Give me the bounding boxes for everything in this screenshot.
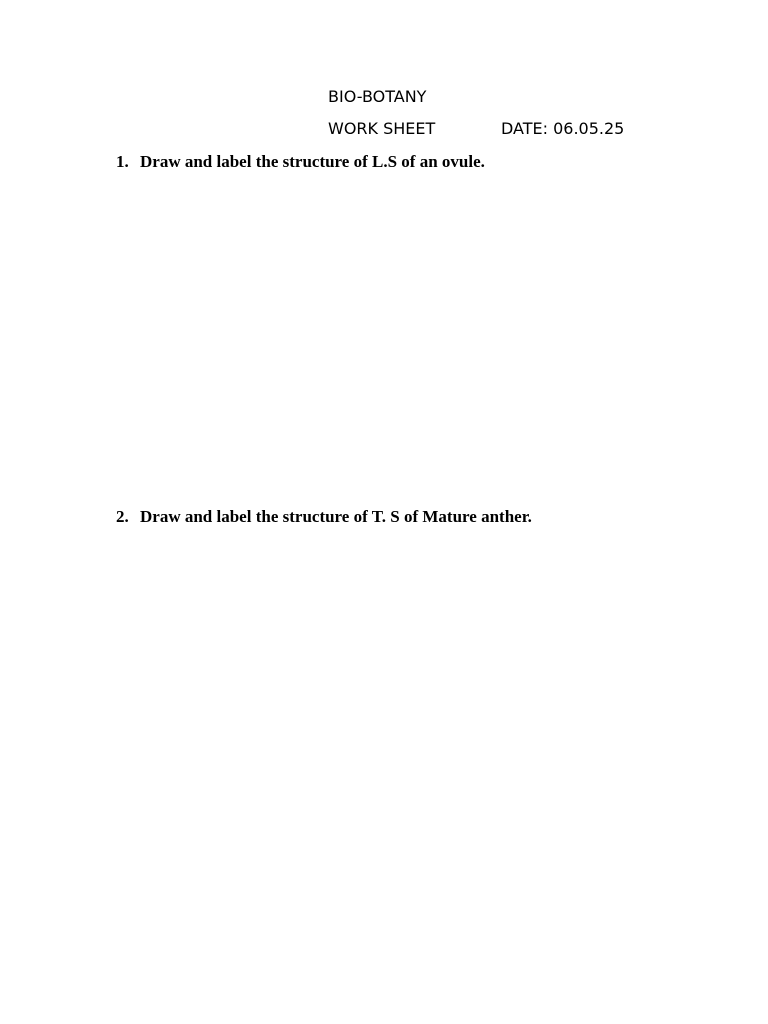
question-2 [116, 508, 532, 525]
question-1 [116, 153, 485, 170]
question-text: Draw and label the structure of L.S of an ovule. [140, 152, 485, 171]
question-number: 2. [116, 507, 129, 526]
subject-title: BIO-BOTANY [328, 87, 427, 106]
date-label: DATE: 06.05.25 [501, 119, 625, 138]
worksheet-label: WORK SHEET [328, 119, 436, 138]
question-text: Draw and label the structure of T. S of Mature anther. [140, 507, 532, 526]
question-number: 1. [116, 152, 129, 171]
